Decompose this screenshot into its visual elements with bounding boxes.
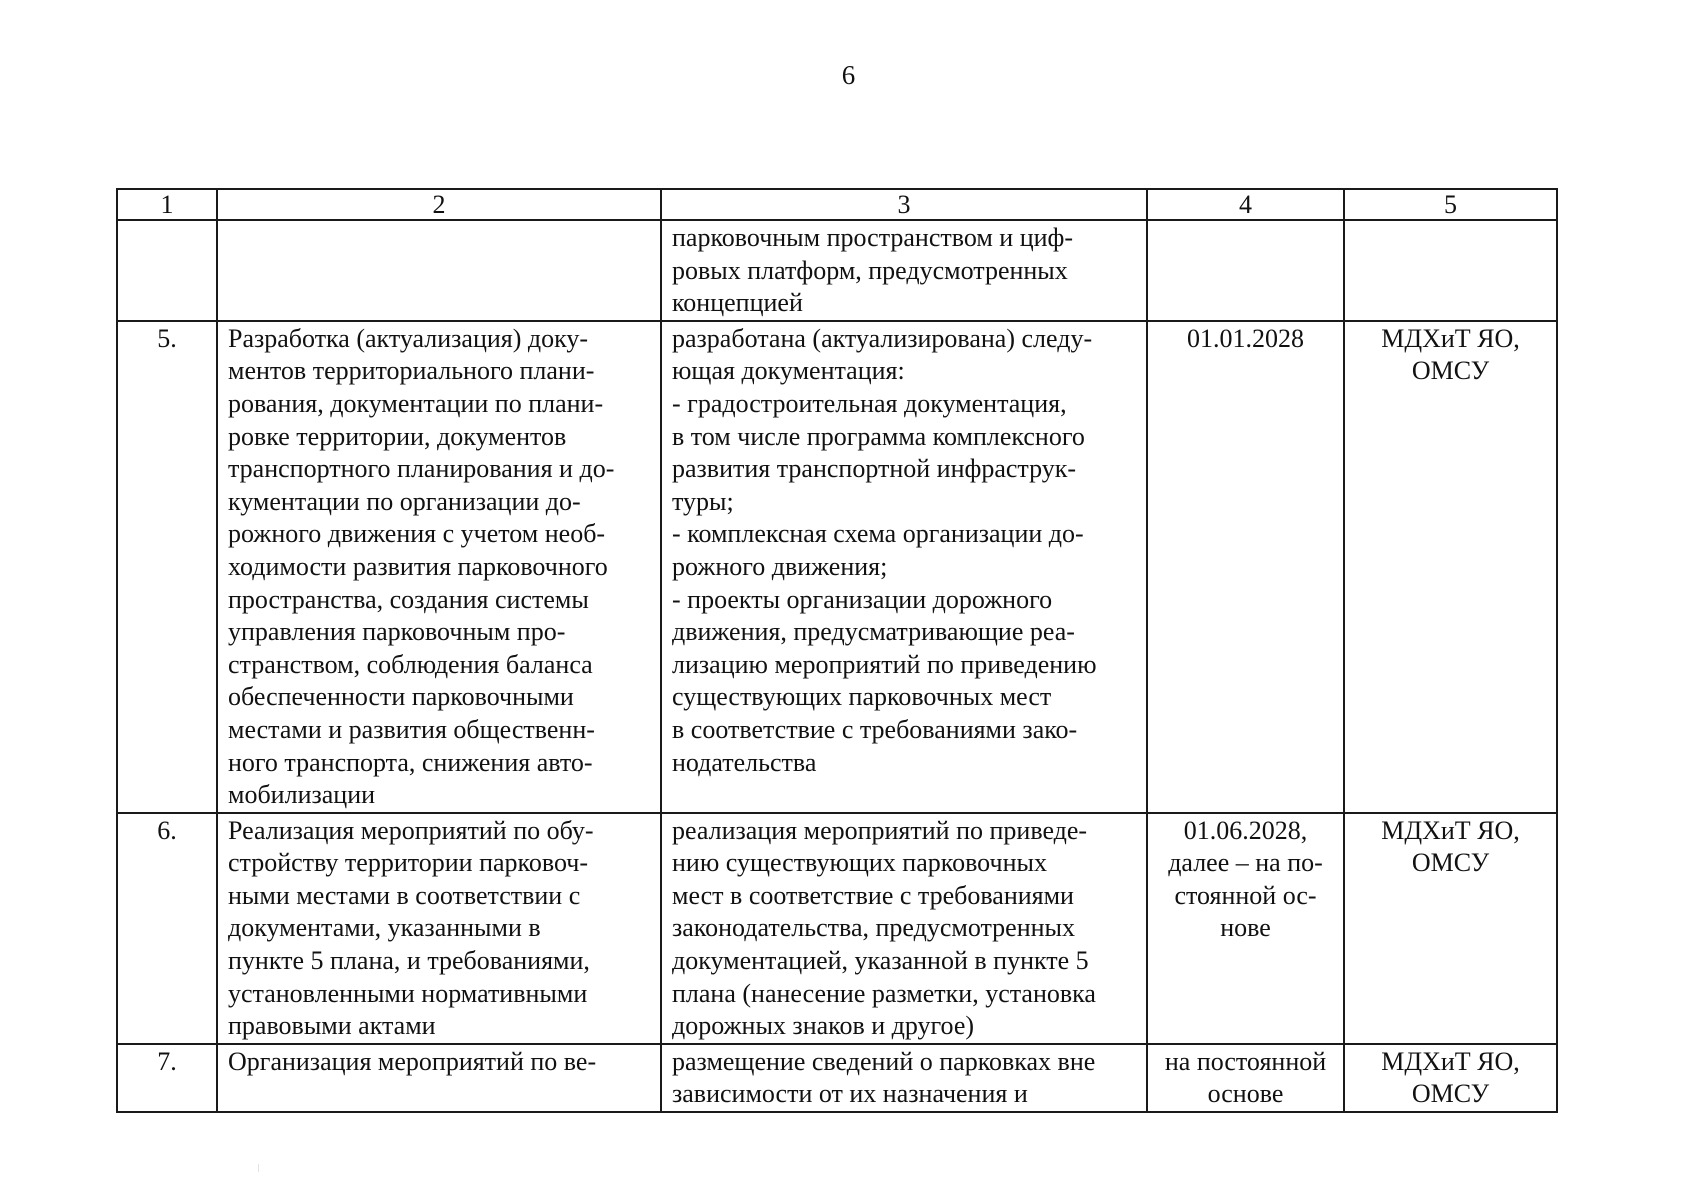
header-cell: 3 [661,189,1147,220]
deadline-cell [1147,220,1344,321]
table-header-row [117,189,1557,220]
scan-artifact [258,1164,259,1172]
table-row [117,321,1557,813]
table-row [117,1044,1557,1112]
deadline-cell: 01.01.2028 [1147,321,1344,813]
row-number: 7. [117,1044,217,1112]
result-cell: парковочным пространством и циф- ровых платформ, предусмотренных концепцией [661,220,1147,321]
header-cell: 4 [1147,189,1344,220]
activity-cell [217,220,661,321]
table-row [117,813,1557,1044]
header-cell: 2 [217,189,661,220]
table-row [117,220,1557,321]
activity-cell: Разработка (актуализация) доку- ментов территориального плани- рования, документации по плани- ровке территории, документов транспортного планирования и до- кументации по организации до- рожного движения с учетом необ- ходимости развития парковочного пространства, создания системы управления парковочным про- странством, соблюдения баланса обеспеченности парковочными местами и развития общественн- ного транспорта, снижения авто- мобилизации [217,321,661,813]
deadline-cell: на постоянной основе [1147,1044,1344,1112]
plan-table [116,188,1558,1113]
result-cell: размещение сведений о парковках вне зависимости от их назначения и [661,1044,1147,1112]
result-cell: разработана (актуализирована) следу- ющая документация: - градостроительная документация, в том числе программа комплексного развития транспортной инфраструк- туры; - комплексная схема организации до- рожного движения; - проекты организации дорожного движения, предусматривающие реа- лизацию мероприятий по приведению существующих парковочных мест в соответствие с требованиями зако- нодательства [661,321,1147,813]
result-cell: реализация мероприятий по приведе- нию существующих парковочных мест в соответствие с требованиями законодательства, предусмотренных документацией, указанной в пункте 5 плана (нанесение разметки, установка дорожных знаков и другое) [661,813,1147,1044]
responsible-cell: МДХиТ ЯО, ОМСУ [1344,1044,1557,1112]
responsible-cell: МДХиТ ЯО, ОМСУ [1344,813,1557,1044]
header-cell: 1 [117,189,217,220]
page-number: 6 [841,60,856,90]
responsible-cell [1344,220,1557,321]
deadline-cell: 01.06.2028, далее – на по- стоянной ос- нове [1147,813,1344,1044]
header-cell: 5 [1344,189,1557,220]
row-number: 5. [117,321,217,813]
activity-cell: Организация мероприятий по ве- [217,1044,661,1112]
responsible-cell: МДХиТ ЯО, ОМСУ [1344,321,1557,813]
row-number [117,220,217,321]
activity-cell: Реализация мероприятий по обу- стройству территории парковоч- ными местами в соответствии с документами, указанными в пункте 5 плана, и требованиями, установленными нормативными правовыми актами [217,813,661,1044]
row-number: 6. [117,813,217,1044]
